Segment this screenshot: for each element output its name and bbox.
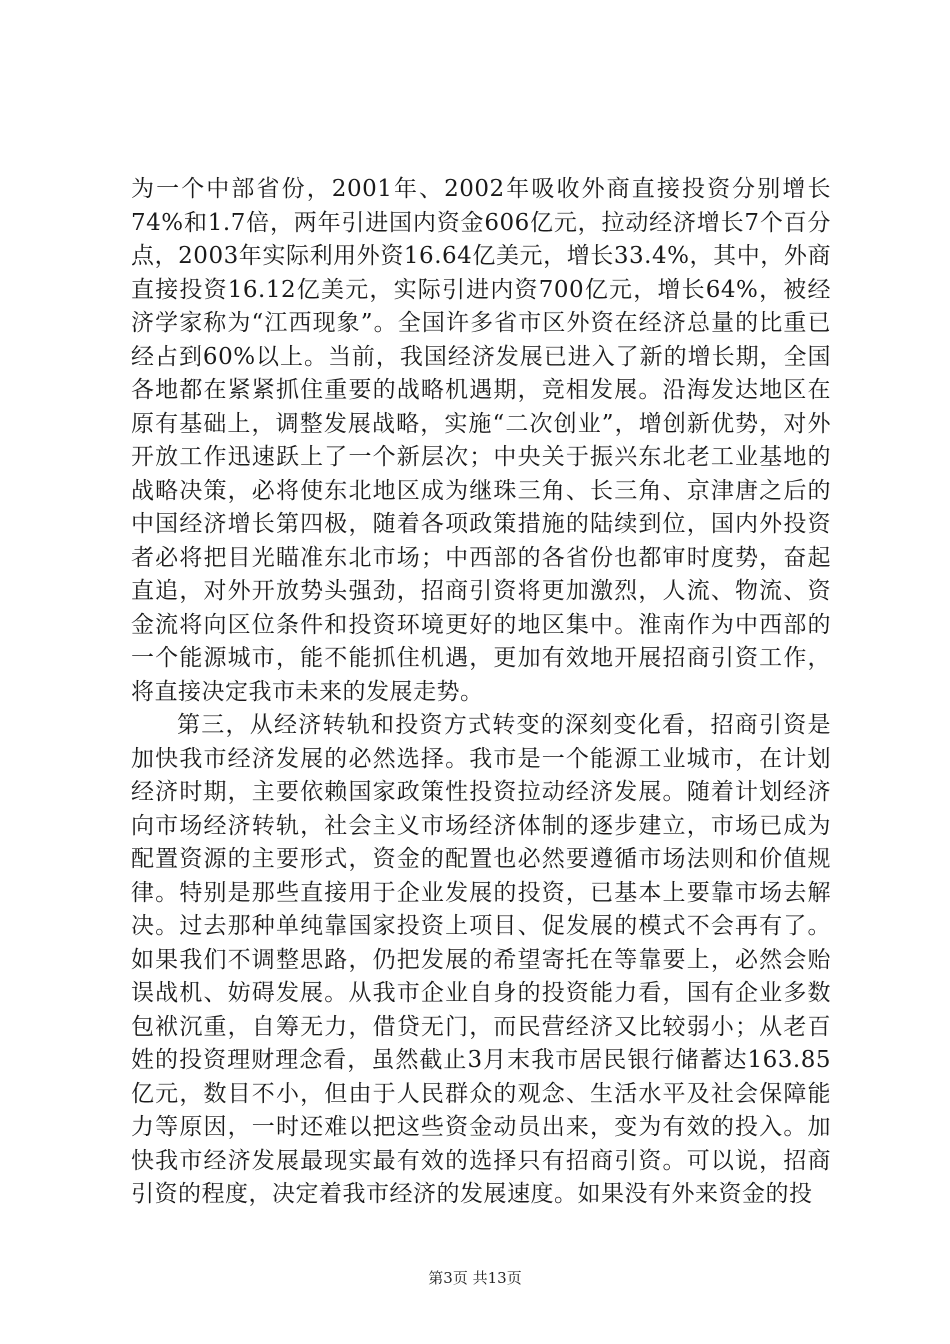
- paragraph-continued: 为一个中部省份，2001年、2002年吸收外商直接投资分别增长74%和1.7倍，两年引进国内资金606亿元，拉动经济增长7个百分点，2003年实际利用外资16.64亿美元，增长33.4%，其中，外商直接投资16.12亿美元，实际引进内资700亿元，增长64%，被经济学家称为“江西现象”。全国许多省市区外资在经济总量的比重已经占到60%以上。当前，我国经济发展已进入了新的增长期，全国各地都在紧紧抓住重要的战略机遇期，竞相发展。沿海发达地区在原有基础上，调整发展战略，实施“二次创业”，增创新优势，对外开放工作迅速跃上了一个新层次；中央关于振兴东北老工业基地的战略决策，必将使东北地区成为继珠三角、长三角、京津唐之后的中国经济增长第四极，随着各项政策措施的陆续到位，国内外投资者必将把目光瞄准东北市场；中西部的各省份也都审时度势，奋起直追，对外开放势头强劲，招商引资将更加激烈，人流、物流、资金流将向区位条件和投资环境更好的地区集中。淮南作为中西部的一个能源城市，能不能抓住机遇，更加有效地开展招商引资工作，将直接决定我市未来的发展走势。: [131, 176, 831, 705]
- paragraph-third-point: 第三，从经济转轨和投资方式转变的深刻变化看，招商引资是加快我市经济发展的必然选择。我市是一个能源工业城市，在计划经济时期，主要依赖国家政策性投资拉动经济发展。随着计划经济向市场经济转轨，社会主义市场经济体制的逐步建立，市场已成为配置资源的主要形式，资金的配置也必然要遵循市场法则和价值规律。特别是那些直接用于企业发展的投资，已基本上要靠市场去解决。过去那种单纯靠国家投资上项目、促发展的模式不会再有了。如果我们不调整思路，仍把发展的希望寄托在等靠要上，必然会贻误战机、妨碍发展。从我市企业自身的投资能力看，国有企业多数包袱沉重，自筹无力，借贷无门，而民营经济又比较弱小；从老百姓的投资理财理念看，虽然截止3月末我市居民银行储蓄达163.85亿元，数目不小，但由于人民群众的观念、生活水平及社会保障能力等原因，一时还难以把这些资金动员出来，变为有效的投入。加快我市经济发展最现实最有效的选择只有招商引资。可以说，招商引资的程度，决定着我市经济的发展速度。如果没有外来资金的投: [131, 712, 831, 1207]
- body-text: [131, 173, 831, 1212]
- page-footer: 第3页 共13页: [428, 1269, 522, 1287]
